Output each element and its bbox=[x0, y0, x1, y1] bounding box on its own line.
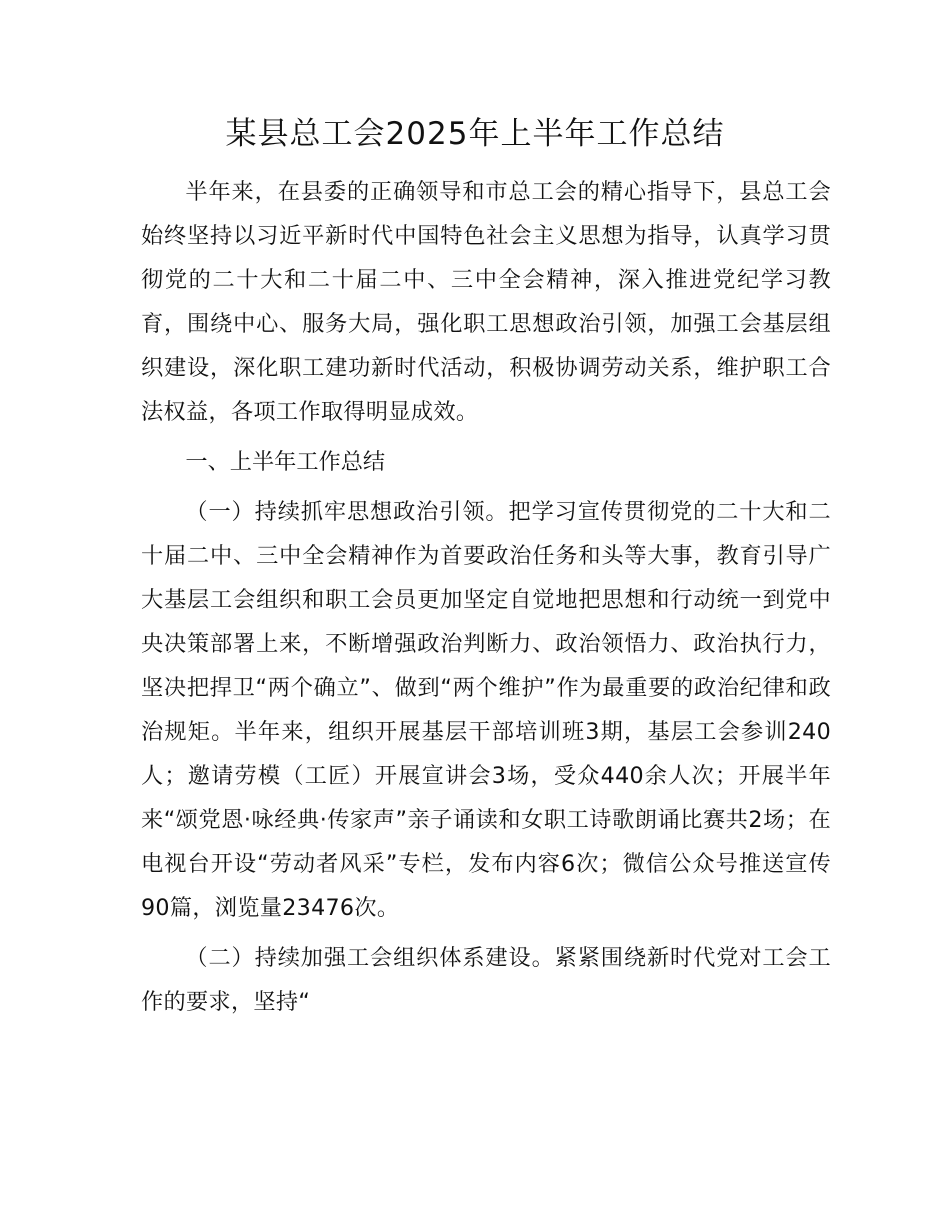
paragraph-ideology: （一）持续抓牢思想政治引领。把学习宣传贯彻党的二十大和二十届二中、三中全会精神作为首要政治任务和头等大事，教育引导广大基层工会组织和职工会员更加坚定自觉地把思想和行动统一到党中央决策部署上来，不断增强政治判断力、政治领悟力、政治执行力，坚决把捍卫“两个确立”、做到“两个维护”作为最重要的政治纪律和政治规矩。半年来，组织开展基层干部培训班3期，基层工会参训240人；邀请劳模（工匠）开展宣讲会3场，受众440余人次；开展半年来“颂党恩·咏经典·传家声”亲子诵读和女职工诗歌朗诵比赛共2场；在电视台开设“劳动者风采”专栏，发布内容6次；微信公众号推送宣传90篇，浏览量23476次。 bbox=[141, 499, 831, 921]
section-heading: 一、上半年工作总结 bbox=[185, 449, 386, 475]
document-body bbox=[141, 170, 831, 1024]
paragraph-organization: （二）持续加强工会组织体系建设。紧紧围绕新时代党对工会工作的要求，坚持“ bbox=[141, 945, 831, 1015]
document-title: 某县总工会2025年上半年工作总结 bbox=[225, 116, 725, 152]
intro-paragraph: 半年来，在县委的正确领导和市总工会的精心指导下，县总工会始终坚持以习近平新时代中国特色社会主义思想为指导，认真学习贯彻党的二十大和二十届二中、三中全会精神，深入推进党纪学习教育，围绕中心、服务大局，强化职工思想政治引领，加强工会基层组织建设，深化职工建功新时代活动，积极协调劳动关系，维护职工合法权益，各项工作取得明显成效。 bbox=[141, 179, 831, 425]
